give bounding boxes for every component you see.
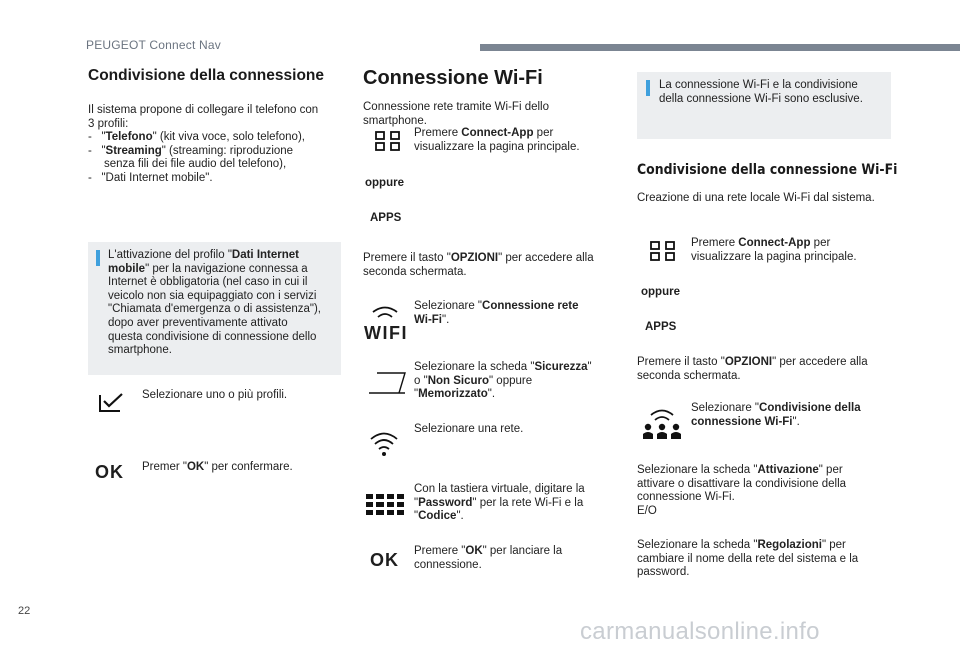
step-connect-app: Premere Connect-App per visualizzare la pagina principale. bbox=[414, 127, 580, 153]
step-launch-connection: Premere "OK" per lanciare la connessione. bbox=[414, 545, 563, 571]
step-password: Con la tastiera virtuale, digitare la "Password" per la rete Wi-Fi e la "Codice". bbox=[414, 483, 585, 523]
heading-condivisione-connessione: Condivisione della connessione bbox=[88, 67, 324, 84]
step-condivisione-wifi: Selezionare "Condivisione della connessione Wi-Fi". bbox=[691, 402, 861, 428]
checkbox-icon bbox=[98, 393, 124, 413]
ok-icon: OK bbox=[370, 550, 399, 570]
wifi-network-icon bbox=[369, 431, 399, 457]
step-connessione-rete: Selezionare "Connessione rete Wi-Fi". bbox=[414, 300, 579, 326]
info-icon bbox=[646, 80, 650, 96]
apps-icon: APPS bbox=[370, 212, 402, 224]
step-opzioni-share: Premere il tasto "OPZIONI" per accedere alla seconda schermata. bbox=[637, 356, 868, 382]
step-opzioni: Premere il tasto "OPZIONI" per accedere alla seconda schermata. bbox=[363, 252, 594, 278]
apps-icon: APPS bbox=[645, 321, 677, 333]
note-exclusive-text: La connessione Wi-Fi e la condivisione della connessione Wi-Fi sono esclusive. bbox=[659, 79, 863, 105]
watermark: carmanualsonline.info bbox=[580, 618, 820, 645]
oppure-label: oppure bbox=[365, 177, 404, 189]
heading-connessione-wifi: Connessione Wi-Fi bbox=[363, 67, 543, 89]
profile-list-item: - "Dati Internet mobile". bbox=[88, 171, 213, 184]
step-attivazione: Selezionare la scheda "Attivazione" per attivare o disattivare la condivisione della connessione Wi-Fi. E/O bbox=[637, 464, 847, 517]
heading-condivisione-wifi: Condivisione della connessione Wi-Fi bbox=[637, 162, 898, 178]
connect-app-icon bbox=[375, 131, 401, 151]
connect-app-icon bbox=[650, 241, 676, 261]
step-connect-app-share: Premere Connect-App per visualizzare la pagina principale. bbox=[691, 237, 857, 263]
step-select-profiles: Selezionare uno o più profili. bbox=[142, 389, 288, 401]
ok-icon: OK bbox=[95, 462, 124, 482]
step-confirm-ok: Premer "OK" per confermare. bbox=[142, 461, 293, 473]
security-field-icon bbox=[365, 371, 407, 395]
keyboard-icon bbox=[366, 494, 404, 520]
oppure-label: oppure bbox=[641, 286, 680, 298]
step-sicurezza: Selezionare la scheda "Sicurezza" o "Non Sicuro" oppure "Memorizzato". bbox=[414, 361, 592, 401]
wifi-icon bbox=[370, 304, 400, 320]
page-number: 22 bbox=[18, 605, 31, 617]
profile-list-item: - "Streaming" (streaming: riproduzione bbox=[88, 144, 294, 157]
note-text: L'attivazione del profilo "Dati Internet mobile" per la navigazione connessa a Internet è obbligatoria (nel caso in cui il veicolo non sia equipaggiato con i servizi "Chiamata d'emergenza o di assistenza"), dopo aver preventivamente attivato questa condivisione di connessione dello smartphone. bbox=[108, 249, 321, 357]
col2-intro: Connessione rete tramite Wi-Fi dello smartphone. bbox=[363, 101, 549, 127]
step-regolazioni: Selezionare la scheda "Regolazioni" per cambiare il nome della rete del sistema e la password. bbox=[637, 539, 859, 579]
hotspot-share-icon bbox=[642, 406, 682, 444]
header-bar bbox=[480, 44, 960, 51]
col3-intro: Creazione di una rete locale Wi-Fi dal sistema. bbox=[637, 192, 875, 204]
info-icon bbox=[96, 250, 100, 266]
running-header: PEUGEOT Connect Nav bbox=[86, 38, 221, 52]
col1-intro: Il sistema propone di collegare il telefono con 3 profili: - "Telefono" (kit viva voce, solo telefono), - "Streaming" (streaming: riproduzione senza fili dei file audio del telefono), - "Dati Internet mobile". bbox=[88, 104, 348, 186]
step-select-network: Selezionare una rete. bbox=[414, 423, 524, 435]
profile-list-item: - "Telefono" (kit viva voce, solo telefono), bbox=[88, 131, 305, 144]
wifi-label: WIFI bbox=[364, 323, 408, 343]
